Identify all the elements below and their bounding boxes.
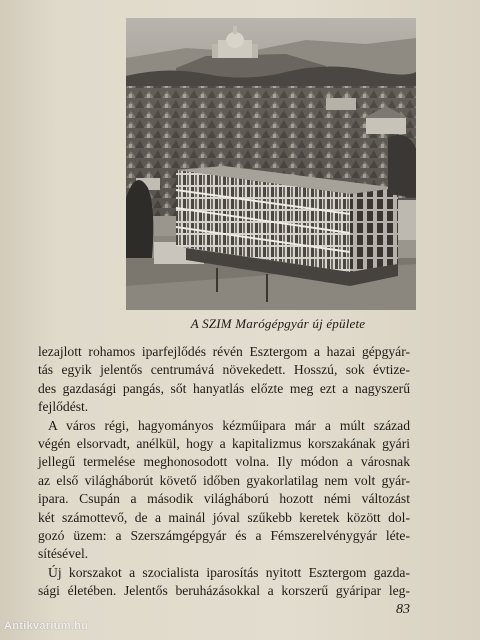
text-line: fejlődést. — [38, 399, 89, 415]
page-number: 83 — [396, 602, 410, 617]
text-line: ipara. Csupán a második világháború hozott némi változást — [38, 491, 410, 507]
photo-caption: A SZIM Marógépgyár új épülete — [190, 316, 366, 331]
text-line: sítésével. — [38, 546, 89, 562]
text-line: az első világháborút követő időben gyakorlatilag nem volt gyár- — [38, 472, 410, 488]
text-line: A város régi, hagyományos kézműipara már a múlt század — [48, 417, 410, 433]
text-line: des gazdasági pangás, sőt hanyatlás előzte meg ezt a nagyszerű — [38, 380, 410, 396]
text-line: Új korszakot a szocialista iparosítás nyitott Esztergom gazda- — [48, 564, 410, 580]
factory-photo — [126, 18, 416, 310]
body-text — [38, 343, 410, 601]
watermark-logo: Antikvarium.hu — [4, 620, 89, 632]
text-line: sági életében. Jelentős beruházásokkal a korszerű gyáripar leg- — [38, 583, 410, 599]
text-line: lezajlott rohamos iparfejlődés révén Esztergom a hazai gépgyár- — [38, 344, 410, 359]
text-line: tás egyik jelentős centrumává növekedett. Hosszú, sok évtize- — [38, 362, 410, 378]
text-line: végén elsorvadt, anélkül, hogy a kapitalizmus korszakának gyári — [38, 436, 410, 452]
text-line: két számottevő, de a mainál jóval szűkebb keretek között dol- — [38, 509, 410, 525]
text-line: gozó üzem: a Szerszámgépgyár és a Fémszerelvénygyár léte- — [38, 528, 410, 544]
text-line: jellegű termelése meghonosodott volna. Ily módon a városnak — [38, 454, 410, 470]
